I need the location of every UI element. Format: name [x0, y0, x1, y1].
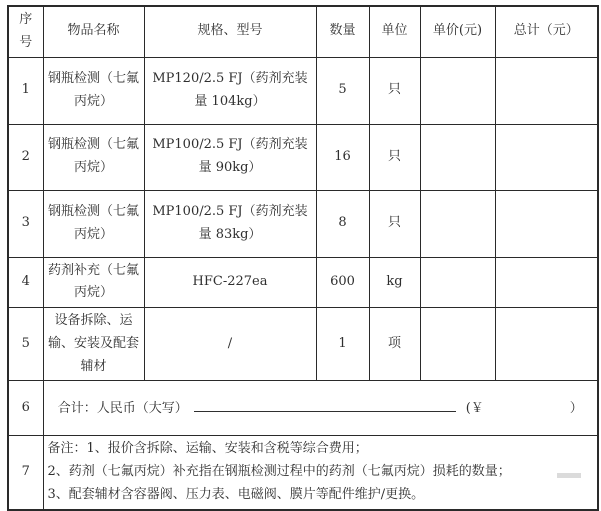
cell-quantity: 8: [316, 190, 369, 257]
cell-total: [495, 308, 598, 381]
cell-serial-no: 6: [8, 381, 43, 436]
cell-unit: 只: [369, 57, 420, 124]
grand-total-label: 合计：人民币（大写）: [57, 400, 188, 416]
amount-in-figures-blank: [484, 411, 570, 412]
cell-spec-model: /: [144, 308, 316, 381]
cell-spec-model: MP120/2.5 FJ（药剂充装量 104kg）: [144, 57, 316, 124]
cell-unit-price: [420, 257, 495, 308]
cell-total: [495, 124, 598, 190]
remarks-cell: [43, 436, 598, 510]
cell-quantity: 16: [316, 124, 369, 190]
cell-item-name: 钢瓶检测（七氟丙烷）: [43, 190, 144, 257]
grand-total-row: [8, 381, 598, 436]
table-row: [8, 190, 598, 257]
grand-total-cell: [43, 381, 598, 436]
remark-line: 3、配套辅材含容器阀、压力表、电磁阀、膜片等配件维护/更换。: [47, 486, 425, 502]
cell-unit: 只: [369, 190, 420, 257]
header-unit-price: 单价(元): [420, 6, 495, 57]
cell-unit: 只: [369, 124, 420, 190]
quotation-table: [7, 5, 599, 511]
cell-unit-price: [420, 190, 495, 257]
remark-line: 2、药剂（七氟丙烷）补充指在钢瓶检测过程中的药剂（七氟丙烷）损耗的数量；: [47, 464, 511, 479]
cell-serial-no: 7: [8, 436, 43, 510]
cell-total: [495, 257, 598, 308]
cell-unit: kg: [369, 257, 420, 308]
remarks-row: [8, 436, 598, 510]
header-total: 总计（元）: [495, 6, 598, 57]
cell-spec-model: MP100/2.5 FJ（药剂充装量 83kg）: [144, 190, 316, 257]
cell-item-name: 钢瓶检测（七氟丙烷）: [43, 124, 144, 190]
header-unit: 单位: [369, 6, 420, 57]
cell-spec-model: HFC-227ea: [144, 257, 316, 308]
cell-item-name: 药剂补充（七氟丙烷）: [43, 257, 144, 308]
cell-unit-price: [420, 57, 495, 124]
cell-total: [495, 190, 598, 257]
cell-total: [495, 57, 598, 124]
cell-serial-no: 4: [8, 257, 43, 308]
cell-quantity: 600: [316, 257, 369, 308]
cell-spec-model: MP100/2.5 FJ（药剂充装量 90kg）: [144, 124, 316, 190]
table-row: [8, 57, 598, 124]
cell-serial-no: 3: [8, 190, 43, 257]
table-header-row: [8, 6, 598, 57]
scan-artifact: [557, 473, 581, 478]
cell-quantity: 1: [316, 308, 369, 381]
cell-unit: 项: [369, 308, 420, 381]
header-spec-model: 规格、型号: [144, 6, 316, 57]
cell-serial-no: 1: [8, 57, 43, 124]
header-item-name: 物品名称: [43, 6, 144, 57]
cell-serial-no: 2: [8, 124, 43, 190]
header-quantity: 数量: [316, 6, 369, 57]
remark-line: 备注：1、报价含拆除、运输、安装和含税等综合费用；: [47, 441, 368, 457]
amount-in-words-blank: [194, 396, 456, 412]
cell-unit-price: [420, 308, 495, 381]
cell-serial-no: 5: [8, 308, 43, 381]
cell-item-name: 设备拆除、运输、安装及配套辅材: [43, 308, 144, 381]
cell-quantity: 5: [316, 57, 369, 124]
cell-unit-price: [420, 124, 495, 190]
cell-item-name: 钢瓶检测（七氟丙烷）: [43, 57, 144, 124]
table-row: [8, 308, 598, 381]
table-row: [8, 124, 598, 190]
currency-close: ）: [569, 400, 583, 416]
currency-open: (￥: [465, 400, 484, 416]
header-serial-no: 序号: [8, 6, 43, 57]
table-row: [8, 257, 598, 308]
